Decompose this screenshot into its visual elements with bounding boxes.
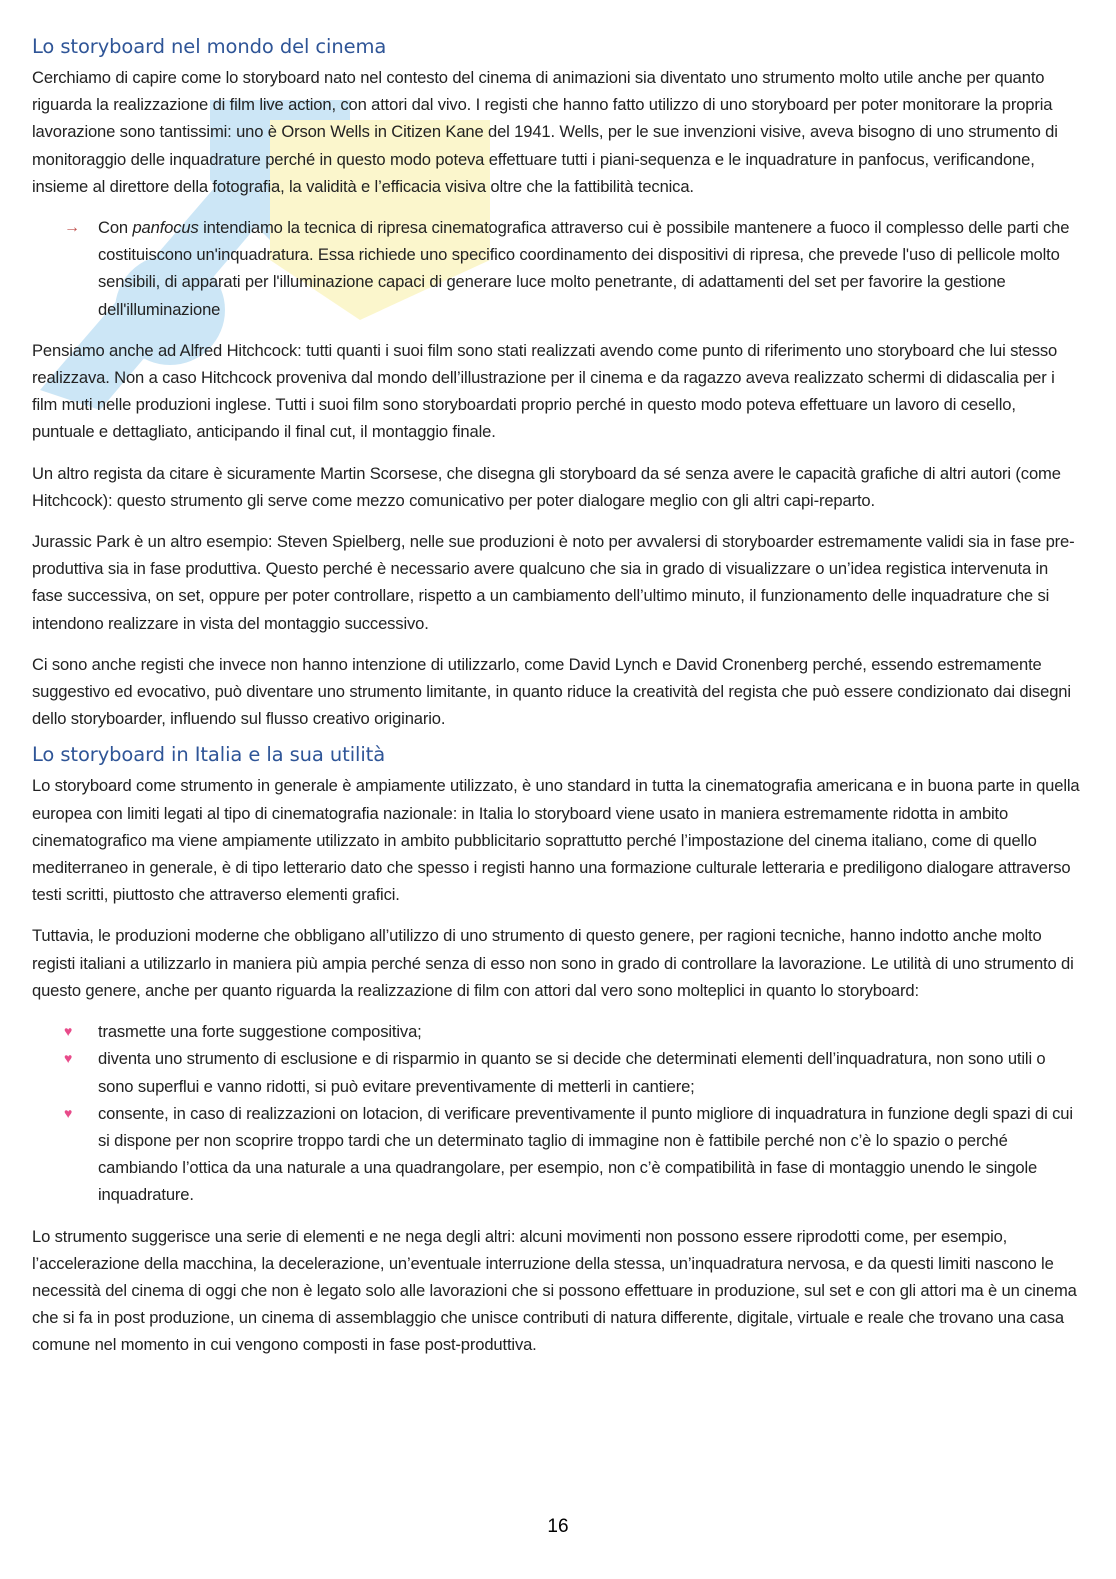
heart-icon: ♥ — [64, 1023, 73, 1040]
list-item-text: consente, in caso di realizzazioni on lotacion, di verificare preventivamente il punto migliore di inquadratura in funzione degli spazi di cui si dispone per non scoprire troppo tardi che un determinato taglio di immagine non è fattibile perché non c’è lo spazio o perché cambiando l’ottica da una naturale a una quadrangolare, per esempio, non c’è compatibilità in fase di montaggio unendo le singole inquadrature. — [98, 1103, 1073, 1205]
paragraph: Cerchiamo di capire come lo storyboard nato nel contesto del cinema di animazioni sia diventato uno strumento molto utile anche per quanto riguarda la realizzazione di film live action, con attori dal vivo. I registi che hanno fatto utilizzo di uno storyboard per poter monitorare la propria lavorazione sono tantissimi: uno è Orson Wells in Citizen Kane del 1941. Wells, per le sue invenzioni visive, aveva bisogno di uno strumento di monitoraggio delle inquadrature perché in questo modo poteva effettuare tutti i piani-sequenza e le inquadrature in panfocus, verificandone, insieme al direttore della fotografia, la validità e l’efficacia visiva oltre che la fattibilità tecnica. — [32, 68, 1058, 196]
note-text: intendiamo la tecnica di ripresa cinematografica attraverso cui è possibile mantenere a fuoco il complesso delle parti che costituiscono un'inquadratura. Essa richiede uno specifico coordinamento dei dispositivi di ripresa, che prevede l'uso di pellicole molto sensibili, di apparati per l'illuminazione capaci di generare luce molto penetrante, di adattamenti del set per favorire la gestione dell'illuminazione — [98, 218, 1070, 319]
section-heading-storyboard-italia: Lo storyboard in Italia e la sua utilità — [32, 743, 386, 767]
paragraph: Un altro regista da citare è sicuramente Martin Scorsese, che disegna gli storyboard da sé senza avere le capacità grafiche di altri autori (come Hitchcock): questo strumento gli serve come mezzo comunicativo per poter dialogare meglio con gli altri capi-reparto. — [32, 463, 1061, 510]
section-heading-storyboard-cinema: Lo storyboard nel mondo del cinema — [32, 35, 387, 58]
note-term: panfocus — [132, 218, 199, 238]
heart-icon: ♥ — [64, 1050, 73, 1067]
list-item-text: trasmette una forte suggestione compositiva; — [98, 1022, 422, 1042]
note-list — [32, 214, 1082, 323]
heart-icon: ♥ — [64, 1104, 73, 1121]
list-item — [64, 1018, 1082, 1045]
paragraph: Lo strumento suggerisce una serie di elementi e ne nega degli altri: alcuni movimenti non possono essere riprodotti come, per esempio, l’accelerazione della macchina, la decelerazione, un’eventuale interruzione della stessa, un’inquadratura nervosa, e da questi limiti nascono le necessità del cinema di oggi che non è legato solo alle lavorazioni che si possono effettuare in produzione, sul set e con gli attori ma è un cinema che si fa in post produzione, un cinema di assemblaggio che unisce contributi di natura differente, digitale, virtuale e reale che trovano una casa comune nel momento in cui vengono composti in fase post-produttiva. — [32, 1226, 1077, 1355]
paragraph: Pensiamo anche ad Alfred Hitchcock: tutti quanti i suoi film sono stati realizzati avendo come punto di riferimento uno storyboard che lui stesso realizzava. Non a caso Hitchcock proveniva dal mondo dell’illustrazione per il cinema e da ragazzo aveva realizzato schermi di didascalia per i film muti nelle produzioni inglese. Tutti i suoi film sono storyboardati proprio perché in questo modo poteva effettuare un lavoro di cesello, puntuale e dettagliato, anticipando il final cut, il montaggio finale. — [32, 340, 1058, 442]
paragraph: Tuttavia, le produzioni moderne che obbligano all’utilizzo di uno strumento di questo genere, per ragioni tecniche, hanno indotto anche molto registi italiani a utilizzarlo in maniera più ampia perché senza di esso non sono in grado di controllare la lavorazione. Le utilità di uno strumento di questo genere, anche per quanto riguarda la realizzazione di film con attori dal vero sono molteplici in quanto lo storyboard: — [32, 926, 1074, 1000]
bullet-list — [32, 1018, 1082, 1208]
note-item — [64, 214, 1082, 323]
paragraph: Ci sono anche registi che invece non hanno intenzione di utilizzarlo, come David Lynch e David Cronenberg perché, essendo estremamente suggestivo ed evocativo, può diventare uno strumento limitante, in quanto riduce la creatività del regista che può essere condizionato dai disegni dello storyboarder, influendo sul flusso creativo originario. — [32, 654, 1071, 729]
paragraph: Lo storyboard come strumento in generale è ampiamente utilizzato, è uno standard in tutta la cinematografia americana e in buona parte in quella europea con limiti legati al tipo di cinematografia nazionale: in Italia lo storyboard viene usato in maniera estremamente ridotta in ambito cinematografico ma viene ampiamente utilizzato in ambito pubblicitario soprattutto perché l’impostazione del cinema italiano, come di quello mediterraneo in generale, è di tipo letterario dato che spesso i registi hanno una formazione culturale letteraria e prediligono dialogare attraverso testi scritti, piuttosto che attraverso elementi grafici. — [32, 776, 1080, 905]
list-item-text: diventa uno strumento di esclusione e di risparmio in quanto se si decide che determinati elementi dell’inquadratura, non sono utili o sono superflui e vanno ridotti, si può evitare preventivamente di metterli in cantiere; — [98, 1049, 1046, 1096]
note-prefix: Con — [98, 218, 133, 238]
document-page — [32, 34, 1082, 1373]
page-number: 16 — [547, 1516, 569, 1537]
list-item — [64, 1100, 1082, 1209]
right-arrow-icon: → — [64, 219, 80, 237]
paragraph: Jurassic Park è un altro esempio: Steven Spielberg, nelle sue produzioni è noto per avvalersi di storyboarder estremamente validi sia in fase pre-produttiva sia in fase produttiva. Questo perché è necessario avere qualcuno che sia in grado di visualizzare o un’idea registica intervenuta in fase successiva, on set, oppure per poter controllare, rispetto a un cambiamento dell’ultimo minuto, il funzionamento delle inquadrature che si intendono realizzare in vista del montaggio successivo. — [32, 532, 1075, 633]
list-item — [64, 1045, 1082, 1099]
